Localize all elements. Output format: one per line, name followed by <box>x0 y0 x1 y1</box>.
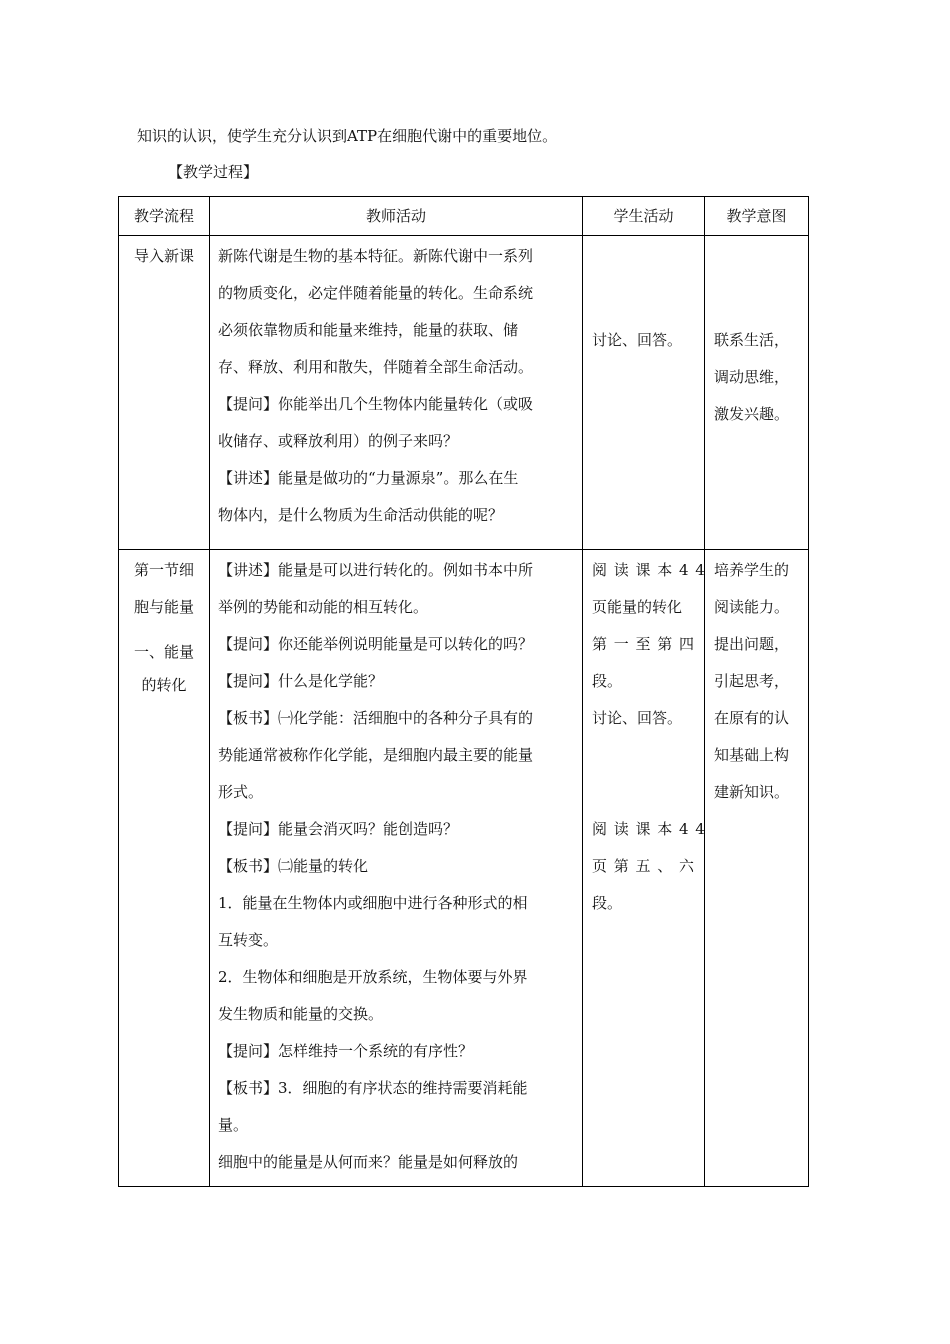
row2-teacher-cell <box>210 550 583 1187</box>
row2-student-line: 第一至第四 <box>592 635 701 653</box>
row2-teacher-line: 【提问】能量会消灭吗？能创造吗？ <box>218 820 459 838</box>
row1-intent-line: 激发兴趣。 <box>714 405 790 423</box>
row2-flow-line: 第一节细 <box>133 561 194 579</box>
row1-teacher-line: 必须依靠物质和能量来维持，能量的获取、储 <box>218 321 519 339</box>
row2-teacher-line: 发生物质和能量的交换。 <box>218 1005 384 1023</box>
row2-student-line: 页能量的转化 <box>592 598 683 616</box>
row2-teacher-line: 量。 <box>218 1116 249 1134</box>
teaching-process-table <box>118 196 809 1187</box>
table-row <box>119 236 809 550</box>
row2-intent-line: 引起思考， <box>714 672 790 690</box>
row2-student-line: 阅读课本44 <box>592 561 712 579</box>
header-flow: 教学流程 <box>119 197 210 236</box>
row2-teacher-line: 【板书】3．细胞的有序状态的维持需要消耗能 <box>218 1079 528 1097</box>
row2-intent-line: 提出问题， <box>714 635 790 653</box>
row1-teacher-line: 收储存、或释放利用）的例子来吗？ <box>218 432 459 450</box>
row1-student-cell <box>583 236 705 550</box>
intro-line: 知识的认识，使学生充分认识到ATP在细胞代谢中的重要地位。 <box>137 127 558 145</box>
row2-flow-line: 一、能量 <box>133 643 194 661</box>
table-header-row <box>119 197 809 236</box>
row2-teacher-line: 【提问】你还能举例说明能量是可以转化的吗？ <box>218 635 534 653</box>
row1-student: 讨论、回答。 <box>592 331 683 349</box>
row2-student-line: 段。 <box>592 672 623 690</box>
row2-teacher-line: 2．生物体和细胞是开放系统，生物体要与外界 <box>218 968 528 986</box>
row1-teacher-line: 【讲述】能量是做功的“力量源泉”。那么在生 <box>218 469 519 487</box>
row2-student-line: 阅读课本44 <box>592 820 712 838</box>
row2-teacher-line: 细胞中的能量是从何而来？能量是如何释放的 <box>218 1153 519 1171</box>
row2-teacher-line: 【讲述】能量是可以进行转化的。例如书本中所 <box>218 561 534 579</box>
row1-teacher-line: 存、释放、利用和散失，伴随着全部生命活动。 <box>218 358 534 376</box>
row2-teacher-line: 【提问】什么是化学能？ <box>218 672 384 690</box>
row2-student-line: 段。 <box>592 894 623 912</box>
row2-student-line: 讨论、回答。 <box>592 709 683 727</box>
row1-teacher-line: 的物质变化，必定伴随着能量的转化。生命系统 <box>218 284 534 302</box>
row1-flow: 导入新课 <box>133 247 194 265</box>
row2-teacher-line: 势能通常被称作化学能，是细胞内最主要的能量 <box>218 746 534 764</box>
header-teacher-activity: 教师活动 <box>210 197 583 236</box>
row2-teacher-line: 1．能量在生物体内或细胞中进行各种形式的相 <box>218 894 528 912</box>
row2-teacher-line: 举例的势能和动能的相互转化。 <box>218 598 429 616</box>
section-heading: 【教学过程】 <box>168 163 259 181</box>
row2-student-cell <box>583 550 712 1187</box>
row1-teacher-cell <box>210 236 583 550</box>
row2-flow-cell <box>119 550 210 1187</box>
row2-teacher-line: 【提问】怎样维持一个系统的有序性？ <box>218 1042 474 1060</box>
row2-flow-line: 的转化 <box>141 676 187 694</box>
row2-flow-line: 胞与能量 <box>133 598 194 616</box>
row2-teacher-line: 形式。 <box>218 783 264 801</box>
row2-intent-line: 知基础上构 <box>714 746 790 764</box>
row1-teacher-line: 物体内，是什么物质为生命活动供能的呢？ <box>218 506 504 524</box>
row2-intent-line: 在原有的认 <box>714 709 790 727</box>
row2-intent-cell <box>705 550 809 1187</box>
row1-intent-line: 联系生活， <box>714 331 790 349</box>
table-row <box>119 550 809 1187</box>
row1-flow-cell <box>119 236 210 550</box>
row1-intent-cell <box>705 236 809 550</box>
row2-teacher-line: 互转变。 <box>218 931 279 949</box>
row1-teacher-line: 【提问】你能举出几个生物体内能量转化（或吸 <box>218 395 534 413</box>
row2-teacher-line: 【板书】㈡能量的转化 <box>218 857 369 875</box>
row2-intent-line: 培养学生的 <box>714 561 790 579</box>
row2-teacher-line: 【板书】㈠化学能：活细胞中的各种分子具有的 <box>218 709 534 727</box>
row1-intent-line: 调动思维， <box>714 368 790 386</box>
row1-teacher-line: 新陈代谢是生物的基本特征。新陈代谢中一系列 <box>218 247 534 265</box>
header-student-activity: 学生活动 <box>583 197 705 236</box>
row2-student-line: 页第五、六 <box>592 857 701 875</box>
header-teaching-intent: 教学意图 <box>705 197 809 236</box>
row2-intent-line: 建新知识。 <box>714 783 790 801</box>
row2-intent-line: 阅读能力。 <box>714 598 790 616</box>
row2-student-line <box>592 737 696 774</box>
row2-student-line <box>592 774 696 811</box>
